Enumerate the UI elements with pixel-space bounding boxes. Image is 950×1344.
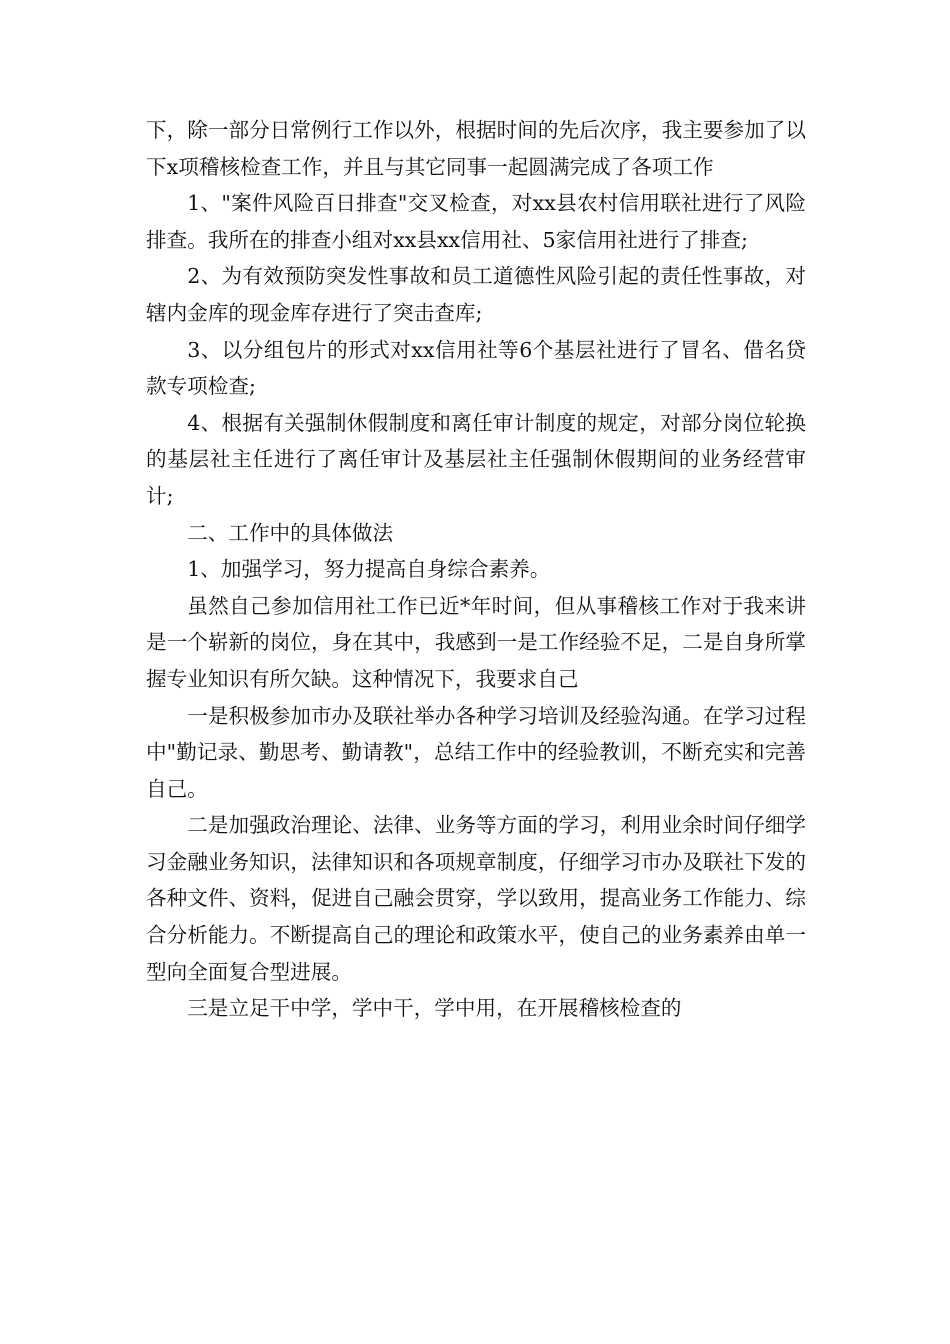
document-page (146, 112, 806, 1027)
subsection-heading: 1、加强学习，努力提高自身综合素养。 (187, 557, 551, 582)
paragraph-item-4: 4、根据有关强制休假制度和离任审计制度的规定，对部分岗位轮换的基层社主任进行了离任审计及基层社主任强制休假期间的业务经营审计; (146, 410, 806, 508)
section-heading: 二、工作中的具体做法 (187, 520, 394, 545)
paragraph-background: 虽然自己参加信用社工作已近*年时间，但从事稽核工作对于我来讲是一个崭新的岗位，身在其中，我感到一是工作经验不足，二是自身所掌握专业知识有所欠缺。这种情况下，我要求自己 (146, 593, 806, 691)
paragraph-item-1: 1、"案件风险百日排查"交叉检查，对xx县农村信用联社进行了风险排查。我所在的排查小组对xx县xx信用社、5家信用社进行了排查; (146, 191, 806, 252)
paragraph-item-3: 3、以分组包片的形式对xx信用社等6个基层社进行了冒名、借名贷款专项检查; (146, 337, 806, 399)
paragraph-point-3: 三是立足干中学，学中干，学中用，在开展稽核检查的 (187, 996, 682, 1021)
paragraph-point-2: 二是加强政治理论、法律、业务等方面的学习，利用业余时间仔细学习金融业务知识，法律知识和各项规章制度，仔细学习市办及联社下发的各种文件、资料，促进自己融会贯穿，学以致用，提高业务工作能力、综合分析能力。不断提高自己的理论和政策水平，使自己的业务素养由单一型向全面复合型进展。 (146, 813, 806, 984)
paragraph-continued: 下，除一部分日常例行工作以外，根据时间的先后次序，我主要参加了以下x项稽核检查工作，并且与其它同事一起圆满完成了各项工作 (146, 118, 806, 179)
paragraph-item-2: 2、为有效预防突发性事故和员工道德性风险引起的责任性事故，对辖内金库的现金库存进行了突击查库; (146, 264, 806, 325)
paragraph-point-1: 一是积极参加市办及联社举办各种学习培训及经验沟通。在学习过程中"勤记录、勤思考、勤请教"，总结工作中的经验教训，不断充实和完善自己。 (146, 703, 806, 801)
